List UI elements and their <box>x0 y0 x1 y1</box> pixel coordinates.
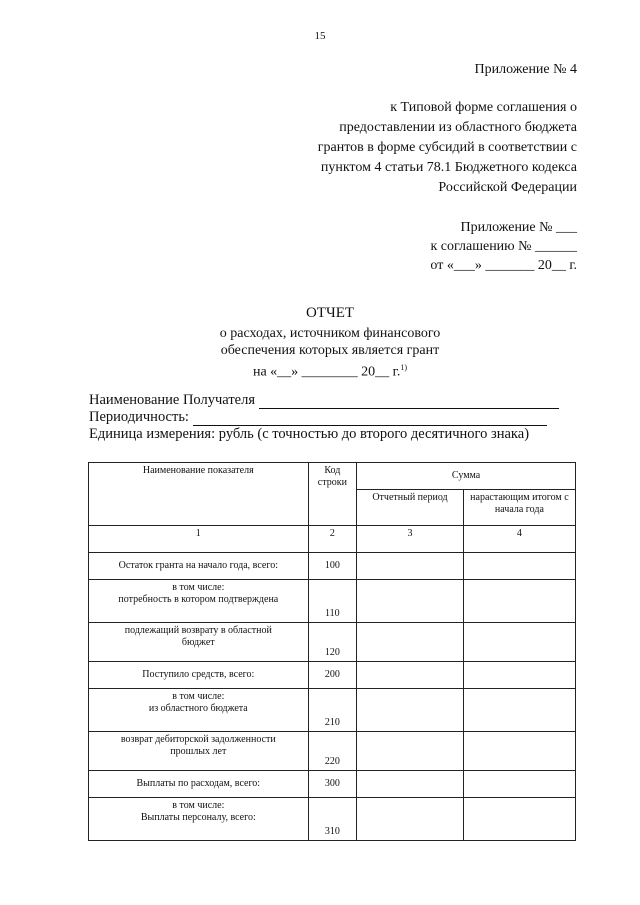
annex-line: грантов в форме субсидий в соответствии с <box>317 140 577 155</box>
report-title: ОТЧЕТ <box>305 305 355 321</box>
column-number: 1 <box>89 526 309 553</box>
row-name: в том числе: Выплаты персоналу, всего: <box>89 798 309 841</box>
recipient-row <box>89 392 559 409</box>
row-name: в том числе: потребность в котором подтверждена <box>89 580 309 623</box>
unit-label: Единица измерения: рубль (с точностью до второго десятичного знака) <box>89 426 530 442</box>
agreement-number: к соглашению № ______ <box>430 239 577 254</box>
annex-description <box>257 98 577 198</box>
report-subtitle-line: обеспечения которых является грант <box>220 343 440 358</box>
annex-title: Приложение № 4 <box>474 62 577 77</box>
row-code: 100 <box>308 553 357 580</box>
row-code: 310 <box>308 798 357 841</box>
table-header-row <box>89 463 576 490</box>
report-table <box>88 462 576 841</box>
header-cumulative: нарастающим итогом с начала года <box>463 490 575 526</box>
row-code: 210 <box>308 689 357 732</box>
agreement-annex-block <box>430 218 577 275</box>
table-row <box>89 689 576 732</box>
report-meta <box>89 392 559 443</box>
row-name: возврат дебиторской задолженности прошлых лет <box>89 732 309 771</box>
agreement-date: от «___» _______ 20__ г. <box>430 258 577 273</box>
cumulative-value-cell[interactable] <box>463 553 575 580</box>
table-row <box>89 798 576 841</box>
table-row <box>89 662 576 689</box>
table-row <box>89 580 576 623</box>
report-subtitle-line: о расходах, источником финансового <box>219 326 441 341</box>
table-row <box>89 553 576 580</box>
header-code: Код строки <box>308 463 357 526</box>
table-row <box>89 623 576 662</box>
row-code: 110 <box>308 580 357 623</box>
row-name: подлежащий возврату в областной бюджет <box>89 623 309 662</box>
cumulative-value-cell[interactable] <box>463 623 575 662</box>
header-name: Наименование показателя <box>89 463 309 526</box>
cumulative-value-cell[interactable] <box>463 689 575 732</box>
row-code: 220 <box>308 732 357 771</box>
table-row <box>89 771 576 798</box>
reporting-value-cell[interactable] <box>357 623 464 662</box>
annex-line: к Типовой форме соглашения о <box>390 100 577 115</box>
reporting-value-cell[interactable] <box>357 553 464 580</box>
periodicity-label: Периодичность: <box>89 409 189 425</box>
table-row <box>89 732 576 771</box>
cumulative-value-cell[interactable] <box>463 580 575 623</box>
column-number: 2 <box>308 526 357 553</box>
unit-row <box>89 426 559 443</box>
row-name: Остаток гранта на начало года, всего: <box>89 553 309 580</box>
column-number-row <box>89 526 576 553</box>
annex-line: пунктом 4 статьи 78.1 Бюджетного кодекса <box>320 160 577 175</box>
reporting-value-cell[interactable] <box>357 771 464 798</box>
reporting-value-cell[interactable] <box>357 580 464 623</box>
annex-line: предоставлении из областного бюджета <box>339 120 577 135</box>
agreement-annex-number: Приложение № ___ <box>460 220 577 235</box>
header-reporting-period: Отчетный период <box>357 490 464 526</box>
cumulative-value-cell[interactable] <box>463 662 575 689</box>
row-code: 120 <box>308 623 357 662</box>
row-code: 200 <box>308 662 357 689</box>
cumulative-value-cell[interactable] <box>463 732 575 771</box>
footnote-mark: 1) <box>400 363 408 372</box>
report-date: на «__» ________ 20__ г. <box>252 364 401 380</box>
row-name: Поступило средств, всего: <box>89 662 309 689</box>
column-number: 4 <box>463 526 575 553</box>
reporting-value-cell[interactable] <box>357 689 464 732</box>
report-title-block <box>0 305 640 381</box>
row-name: в том числе: из областного бюджета <box>89 689 309 732</box>
column-number: 3 <box>357 526 464 553</box>
reporting-value-cell[interactable] <box>357 798 464 841</box>
page-number: 15 <box>314 30 326 42</box>
reporting-value-cell[interactable] <box>357 732 464 771</box>
recipient-label: Наименование Получателя <box>89 392 256 408</box>
annex-line: Российской Федерации <box>438 180 577 195</box>
periodicity-field-line[interactable] <box>193 411 547 426</box>
reporting-value-cell[interactable] <box>357 662 464 689</box>
cumulative-value-cell[interactable] <box>463 798 575 841</box>
row-name: Выплаты по расходам, всего: <box>89 771 309 798</box>
row-code: 300 <box>308 771 357 798</box>
header-sum: Сумма <box>357 463 576 490</box>
report-date-line <box>0 359 640 381</box>
recipient-field-line[interactable] <box>259 394 559 409</box>
cumulative-value-cell[interactable] <box>463 771 575 798</box>
periodicity-row <box>89 409 559 426</box>
